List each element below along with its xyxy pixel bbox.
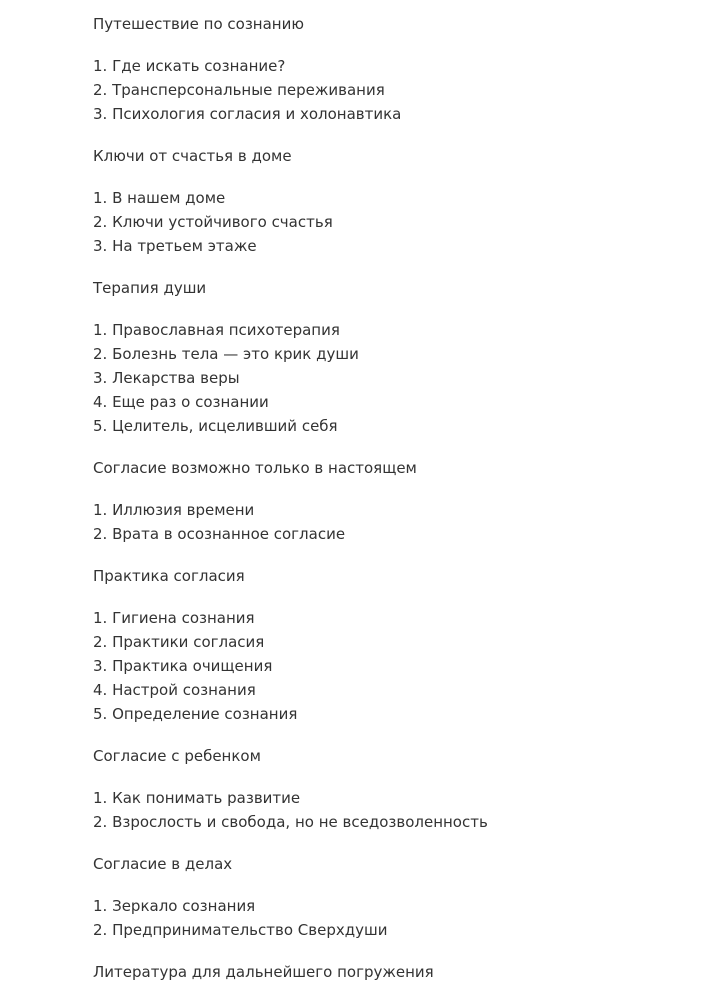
toc-section	[93, 564, 693, 726]
section-item: 1. Как понимать развитие	[93, 789, 301, 807]
section-item: 2. Ключи устойчивого счастья	[93, 213, 333, 231]
section-title: Терапия души	[93, 279, 207, 297]
toc-section	[93, 852, 693, 942]
section-item: 1. Православная психотерапия	[93, 321, 340, 339]
section-title: Согласие возможно только в настоящем	[93, 459, 417, 477]
section-item: 4. Еще раз о сознании	[93, 393, 269, 411]
toc-section	[93, 744, 693, 834]
toc-section	[93, 456, 693, 546]
section-item: 3. Практика очищения	[93, 657, 273, 675]
section-item: 1. Зеркало сознания	[93, 897, 256, 915]
section-item: 1. Где искать сознание?	[93, 57, 286, 75]
section-item: 3. Психология согласия и холонавтика	[93, 105, 402, 123]
section-item-list	[93, 186, 693, 258]
section-item: 1. В нашем доме	[93, 189, 226, 207]
toc-section	[93, 12, 693, 126]
section-item-list	[93, 606, 693, 726]
section-item: 1. Иллюзия времени	[93, 501, 255, 519]
section-item-list	[93, 54, 693, 126]
section-item: 4. Настрой сознания	[93, 681, 256, 699]
section-item: 2. Врата в осознанное согласие	[93, 525, 346, 543]
section-title: Путешествие по сознанию	[93, 15, 304, 33]
section-item: 5. Определение сознания	[93, 705, 298, 723]
section-item: 5. Целитель, исцеливший себя	[93, 417, 338, 435]
section-item: 2. Практики согласия	[93, 633, 265, 651]
section-item: 3. Лекарства веры	[93, 369, 240, 387]
section-item: 2. Взрослость и свобода, но не вседозволенность	[93, 813, 488, 831]
section-item: 2. Трансперсональные переживания	[93, 81, 385, 99]
section-title: Согласие с ребенком	[93, 747, 261, 765]
toc-section	[93, 144, 693, 258]
section-item-list	[93, 894, 693, 942]
toc-section	[93, 276, 693, 438]
section-title: Литература для дальнейшего погружения	[93, 963, 434, 981]
section-item: 2. Предпринимательство Сверхдуши	[93, 921, 388, 939]
section-item-list	[93, 498, 693, 546]
section-item-list	[93, 318, 693, 438]
section-title: Согласие в делах	[93, 855, 233, 873]
section-title: Практика согласия	[93, 567, 245, 585]
table-of-contents	[93, 12, 693, 984]
section-item: 1. Гигиена сознания	[93, 609, 255, 627]
toc-section	[93, 960, 693, 984]
section-item: 2. Болезнь тела — это крик души	[93, 345, 359, 363]
section-title: Ключи от счастья в доме	[93, 147, 292, 165]
section-item-list	[93, 786, 693, 834]
section-item: 3. На третьем этаже	[93, 237, 257, 255]
